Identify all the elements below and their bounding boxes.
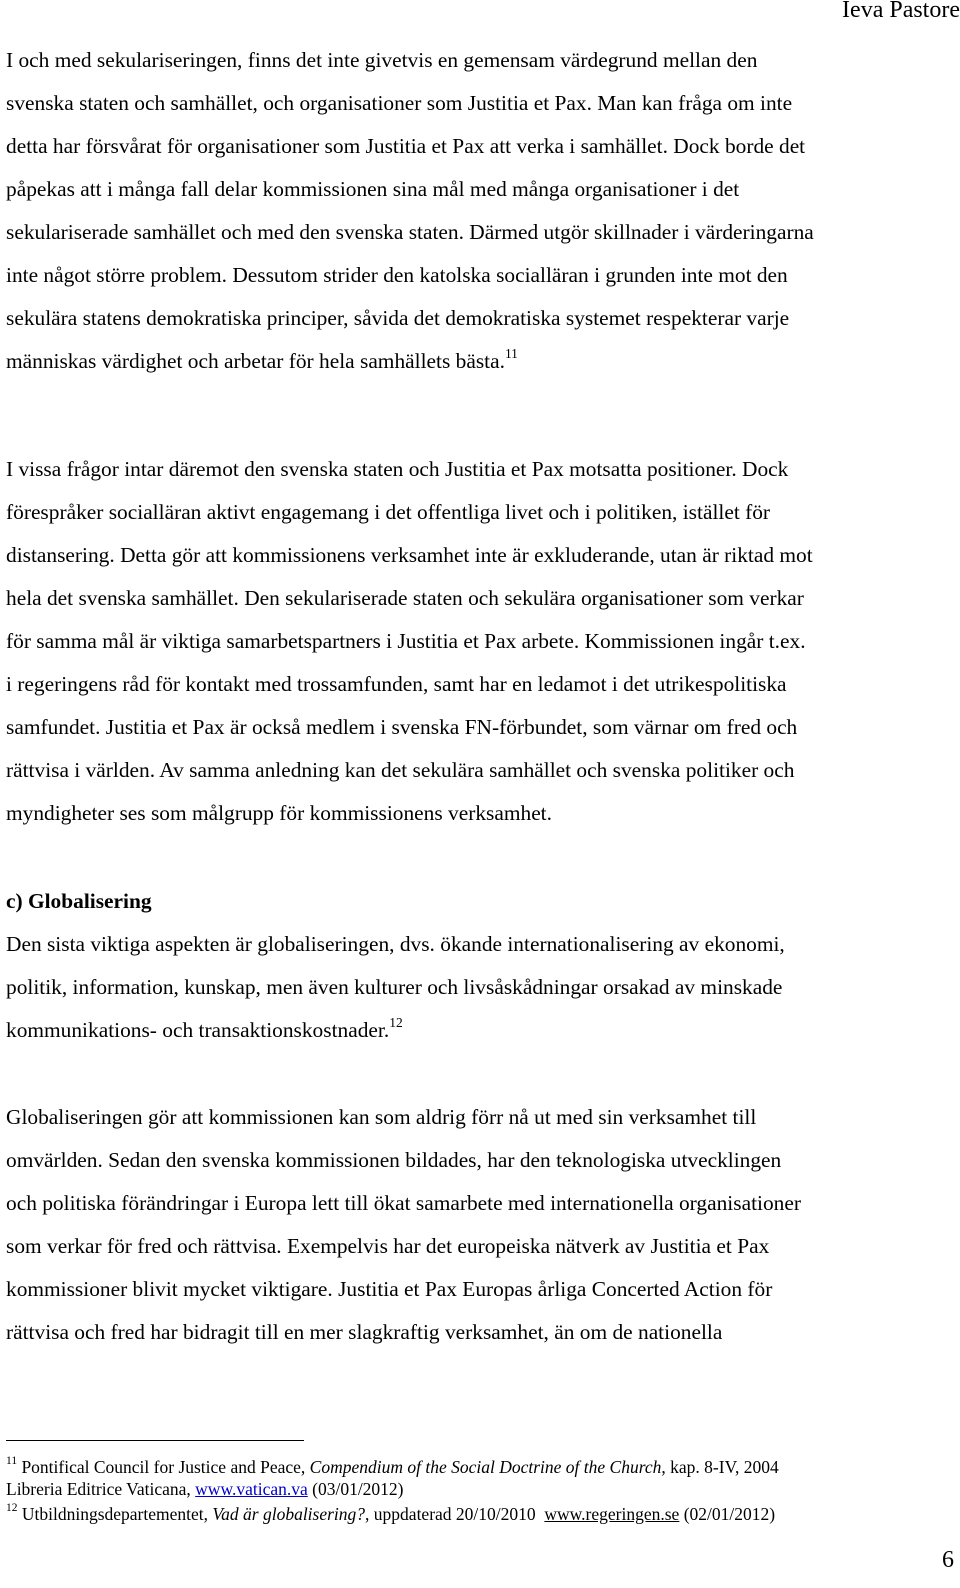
footnote-line (6, 1456, 956, 1478)
footnote-number: 12 (6, 1502, 18, 1514)
paragraph-line: påpekas att i många fall delar kommissionen sina mål med många organisationer i det (6, 177, 740, 201)
paragraph-line: sekulära statens demokratiska principer, såvida det demokratiska systemet respekterar varje (6, 306, 790, 330)
paragraph-globalisation-effects (6, 1096, 954, 1354)
paragraph-line: myndigheter ses som målgrupp för kommissionens verksamhet. (6, 801, 552, 825)
footnote-text: (03/01/2012) (307, 1479, 404, 1499)
footnote-12 (6, 1503, 956, 1525)
section-heading-globalisering: c) Globalisering (6, 889, 152, 913)
paragraph-line: och politiska förändringar i Europa lett till ökat samarbete med internationella organisationer (6, 1191, 801, 1215)
footnote-text: (02/01/2012) (679, 1504, 776, 1524)
footnote-text: Libreria Editrice Vaticana, (6, 1479, 196, 1499)
paragraph-opposing-positions (6, 448, 954, 835)
paragraph-line: för samma mål är viktiga samarbetspartners i Justitia et Pax arbete. Kommissionen ingår t.ex. (6, 629, 806, 653)
footnote-separator (6, 1440, 304, 1441)
paragraph-line: kommissioner blivit mycket viktigare. Justitia et Pax Europas årliga Concerted Action för (6, 1277, 773, 1301)
paragraph-line-text: människas värdighet och arbetar för hela samhällets bästa. (6, 349, 505, 373)
paragraph-line (6, 340, 954, 383)
paragraph-line: som verkar för fred och rättvisa. Exempelvis har det europeiska nätverk av Justitia et Pax (6, 1234, 770, 1258)
footnote-11 (6, 1456, 956, 1500)
paragraph-secularization (6, 39, 954, 383)
footnote-line (6, 1503, 956, 1525)
paragraph-line: distansering. Detta gör att kommissionens verksamhet inte är exkluderande, utan är riktad mot (6, 543, 813, 567)
paragraph-line: omvärlden. Sedan den svenska kommissionen bildades, har den teknologiska utvecklingen (6, 1148, 782, 1172)
paragraph-line: rättvisa i världen. Av samma anledning kan det sekulära samhället och svenska politiker och (6, 758, 795, 782)
footnote-text: , uppdaterad 20/10/2010 (365, 1504, 545, 1524)
paragraph-globalisation-definition (6, 923, 954, 1052)
paragraph-line: förespråker socialläran aktivt engagemang i det offentliga livet och i politiken, istället för (6, 500, 771, 524)
paragraph-line: samfundet. Justitia et Pax är också medlem i svenska FN-förbundet, som värnar om fred och (6, 715, 798, 739)
paragraph-line (6, 1009, 954, 1052)
paragraph-line: i regeringens råd för kontakt med trossamfunden, samt har en ledamot i det utrikespolitiska (6, 672, 787, 696)
paragraph-line: sekulariserade samhället och med den svenska staten. Därmed utgör skillnader i värderingarna (6, 220, 814, 244)
paragraph-line: I och med sekulariseringen, finns det inte givetvis en gemensam värdegrund mellan den (6, 48, 758, 72)
footnote-line (6, 1478, 956, 1500)
footnote-text: Pontifical Council for Justice and Peace, (21, 1457, 310, 1477)
footnote-title: Compendium of the Social Doctrine of the Church (309, 1457, 662, 1477)
footnote-title: Vad är globalisering? (212, 1504, 366, 1524)
paragraph-line: rättvisa och fred har bidragit till en mer slagkraftig verksamhet, än om de nationella (6, 1320, 723, 1344)
footnote-reference-12[interactable]: 12 (389, 1015, 403, 1030)
paragraph-line: politik, information, kunskap, men även kulturer och livsåskådningar orsakad av minskade (6, 975, 783, 999)
footnote-text: Utbildningsdepartementet, (21, 1504, 213, 1524)
footnote-number: 11 (6, 1455, 18, 1467)
paragraph-line-text: kommunikations- och transaktionskostnader. (6, 1018, 390, 1042)
vatican-link[interactable]: www.vatican.va (195, 1479, 308, 1499)
paragraph-line: hela det svenska samhället. Den sekulariserade staten och sekulära organisationer som verkar (6, 586, 804, 610)
paragraph-line: inte något större problem. Dessutom strider den katolska socialläran i grunden inte mot den (6, 263, 788, 287)
paragraph-line: detta har försvårat för organisationer som Justitia et Pax att verka i samhället. Dock borde det (6, 134, 806, 158)
footnote-reference-11[interactable]: 11 (504, 346, 518, 361)
regeringen-link[interactable]: www.regeringen.se (544, 1504, 680, 1524)
paragraph-line: Den sista viktiga aspekten är globaliseringen, dvs. ökande internationalisering av ekonomi, (6, 932, 785, 956)
paragraph-line: svenska staten och samhället, och organisationer som Justitia et Pax. Man kan fråga om inte (6, 91, 793, 115)
header-author: Ieva Pastore (842, 0, 960, 23)
paragraph-line: Globaliseringen gör att kommissionen kan som aldrig förr nå ut med sin verksamhet till (6, 1105, 757, 1129)
paragraph-line: I vissa frågor intar däremot den svenska staten och Justitia et Pax motsatta positioner. Dock (6, 457, 789, 481)
page-number: 6 (942, 1547, 954, 1573)
footnote-text: , kap. 8-IV, 2004 (661, 1457, 779, 1477)
